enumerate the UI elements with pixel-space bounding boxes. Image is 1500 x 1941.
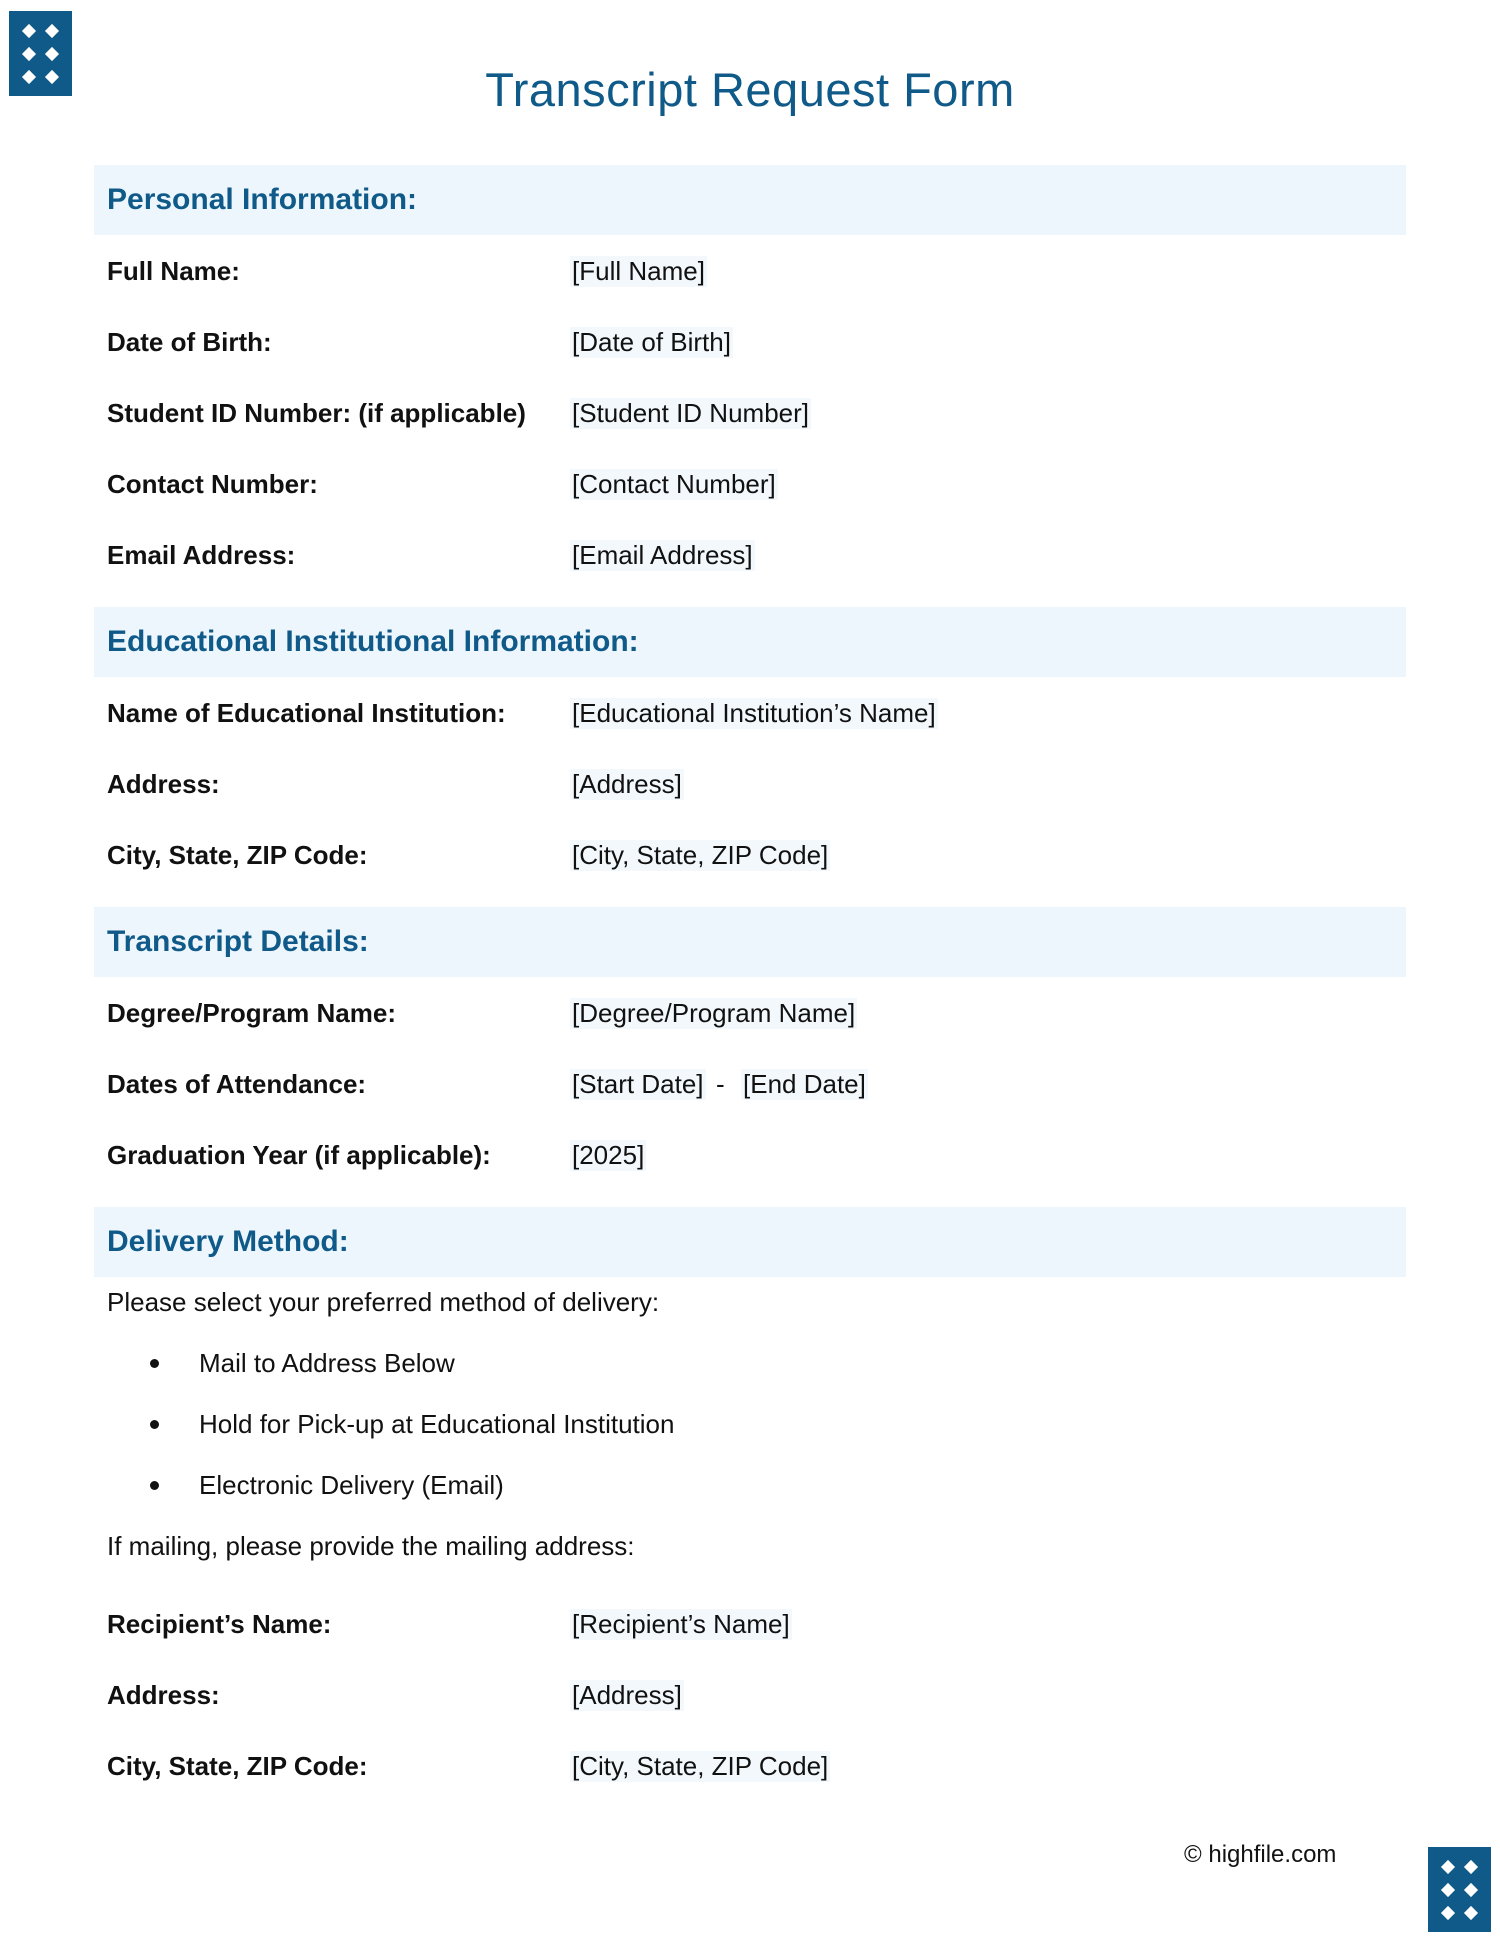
field-institution-name[interactable]: [Educational Institution’s Name]: [572, 698, 936, 728]
field-institution-address[interactable]: [Address]: [572, 769, 682, 799]
section-heading-transcript: Transcript Details:: [107, 925, 369, 958]
label-date-of-birth: Date of Birth:: [107, 327, 272, 357]
bullet-icon: [150, 1420, 159, 1429]
bullet-icon: [150, 1481, 159, 1490]
logo-diamond-icon: [1441, 1859, 1455, 1873]
logo-diamond-icon: [1464, 1882, 1478, 1896]
delivery-option-label: Electronic Delivery (Email): [199, 1470, 504, 1500]
field-institution-city[interactable]: [City, State, ZIP Code]: [572, 840, 829, 870]
delivery-option-mail[interactable]: [150, 1348, 455, 1379]
label-student-id: Student ID Number: (if applicable): [107, 398, 526, 428]
delivery-option-electronic[interactable]: [150, 1470, 504, 1501]
logo-diamond-icon: [1441, 1882, 1455, 1896]
label-graduation-year: Graduation Year (if applicable):: [107, 1140, 491, 1170]
page-title: Transcript Request Form: [485, 63, 1015, 116]
field-full-name[interactable]: [Full Name]: [572, 256, 705, 286]
field-student-id[interactable]: [Student ID Number]: [572, 398, 809, 428]
field-degree-program[interactable]: [Degree/Program Name]: [572, 998, 856, 1028]
delivery-option-label: Hold for Pick-up at Educational Institution: [199, 1409, 675, 1439]
brand-logo-bottom: [1428, 1847, 1491, 1932]
logo-diamond-icon: [22, 23, 36, 37]
field-mailing-city[interactable]: [City, State, ZIP Code]: [572, 1751, 829, 1781]
label-institution-address: Address:: [107, 769, 220, 799]
field-graduation-year[interactable]: [2025]: [572, 1140, 645, 1170]
logo-diamond-icon: [1464, 1905, 1478, 1919]
label-email-address: Email Address:: [107, 540, 296, 570]
mailing-intro: If mailing, please provide the mailing address:: [107, 1531, 635, 1561]
field-date-of-birth[interactable]: [Date of Birth]: [572, 327, 731, 357]
label-mailing-address: Address:: [107, 1680, 220, 1710]
footer-copyright: © highfile.com: [1184, 1841, 1337, 1868]
field-recipient-name[interactable]: [Recipient’s Name]: [572, 1609, 790, 1639]
label-institution-name: Name of Educational Institution:: [107, 698, 506, 728]
logo-diamond-icon: [22, 46, 36, 60]
label-degree-program: Degree/Program Name:: [107, 998, 396, 1028]
section-heading-institution: Educational Institutional Information:: [107, 625, 639, 658]
field-contact-number[interactable]: [Contact Number]: [572, 469, 776, 499]
delivery-option-pickup[interactable]: [150, 1409, 674, 1440]
field-end-date[interactable]: [End Date]: [743, 1069, 866, 1099]
field-start-date[interactable]: [Start Date]: [572, 1069, 704, 1099]
label-contact-number: Contact Number:: [107, 469, 318, 499]
delivery-option-label: Mail to Address Below: [199, 1348, 455, 1378]
field-mailing-address[interactable]: [Address]: [572, 1680, 682, 1710]
bullet-icon: [150, 1359, 159, 1368]
logo-diamond-icon: [1441, 1905, 1455, 1919]
logo-diamond-icon: [45, 23, 59, 37]
label-mailing-city: City, State, ZIP Code:: [107, 1751, 368, 1781]
label-recipient-name: Recipient’s Name:: [107, 1609, 332, 1639]
logo-diamond-icon: [45, 46, 59, 60]
label-dates-attendance: Dates of Attendance:: [107, 1069, 367, 1099]
date-range-separator: -: [716, 1069, 725, 1099]
label-institution-city: City, State, ZIP Code:: [107, 840, 368, 870]
logo-diamond-icon: [1464, 1859, 1478, 1873]
section-heading-personal: Personal Information:: [107, 183, 418, 216]
delivery-intro: Please select your preferred method of delivery:: [107, 1287, 660, 1317]
section-heading-delivery: Delivery Method:: [107, 1225, 349, 1258]
label-full-name: Full Name:: [107, 256, 240, 286]
field-email-address[interactable]: [Email Address]: [572, 540, 753, 570]
